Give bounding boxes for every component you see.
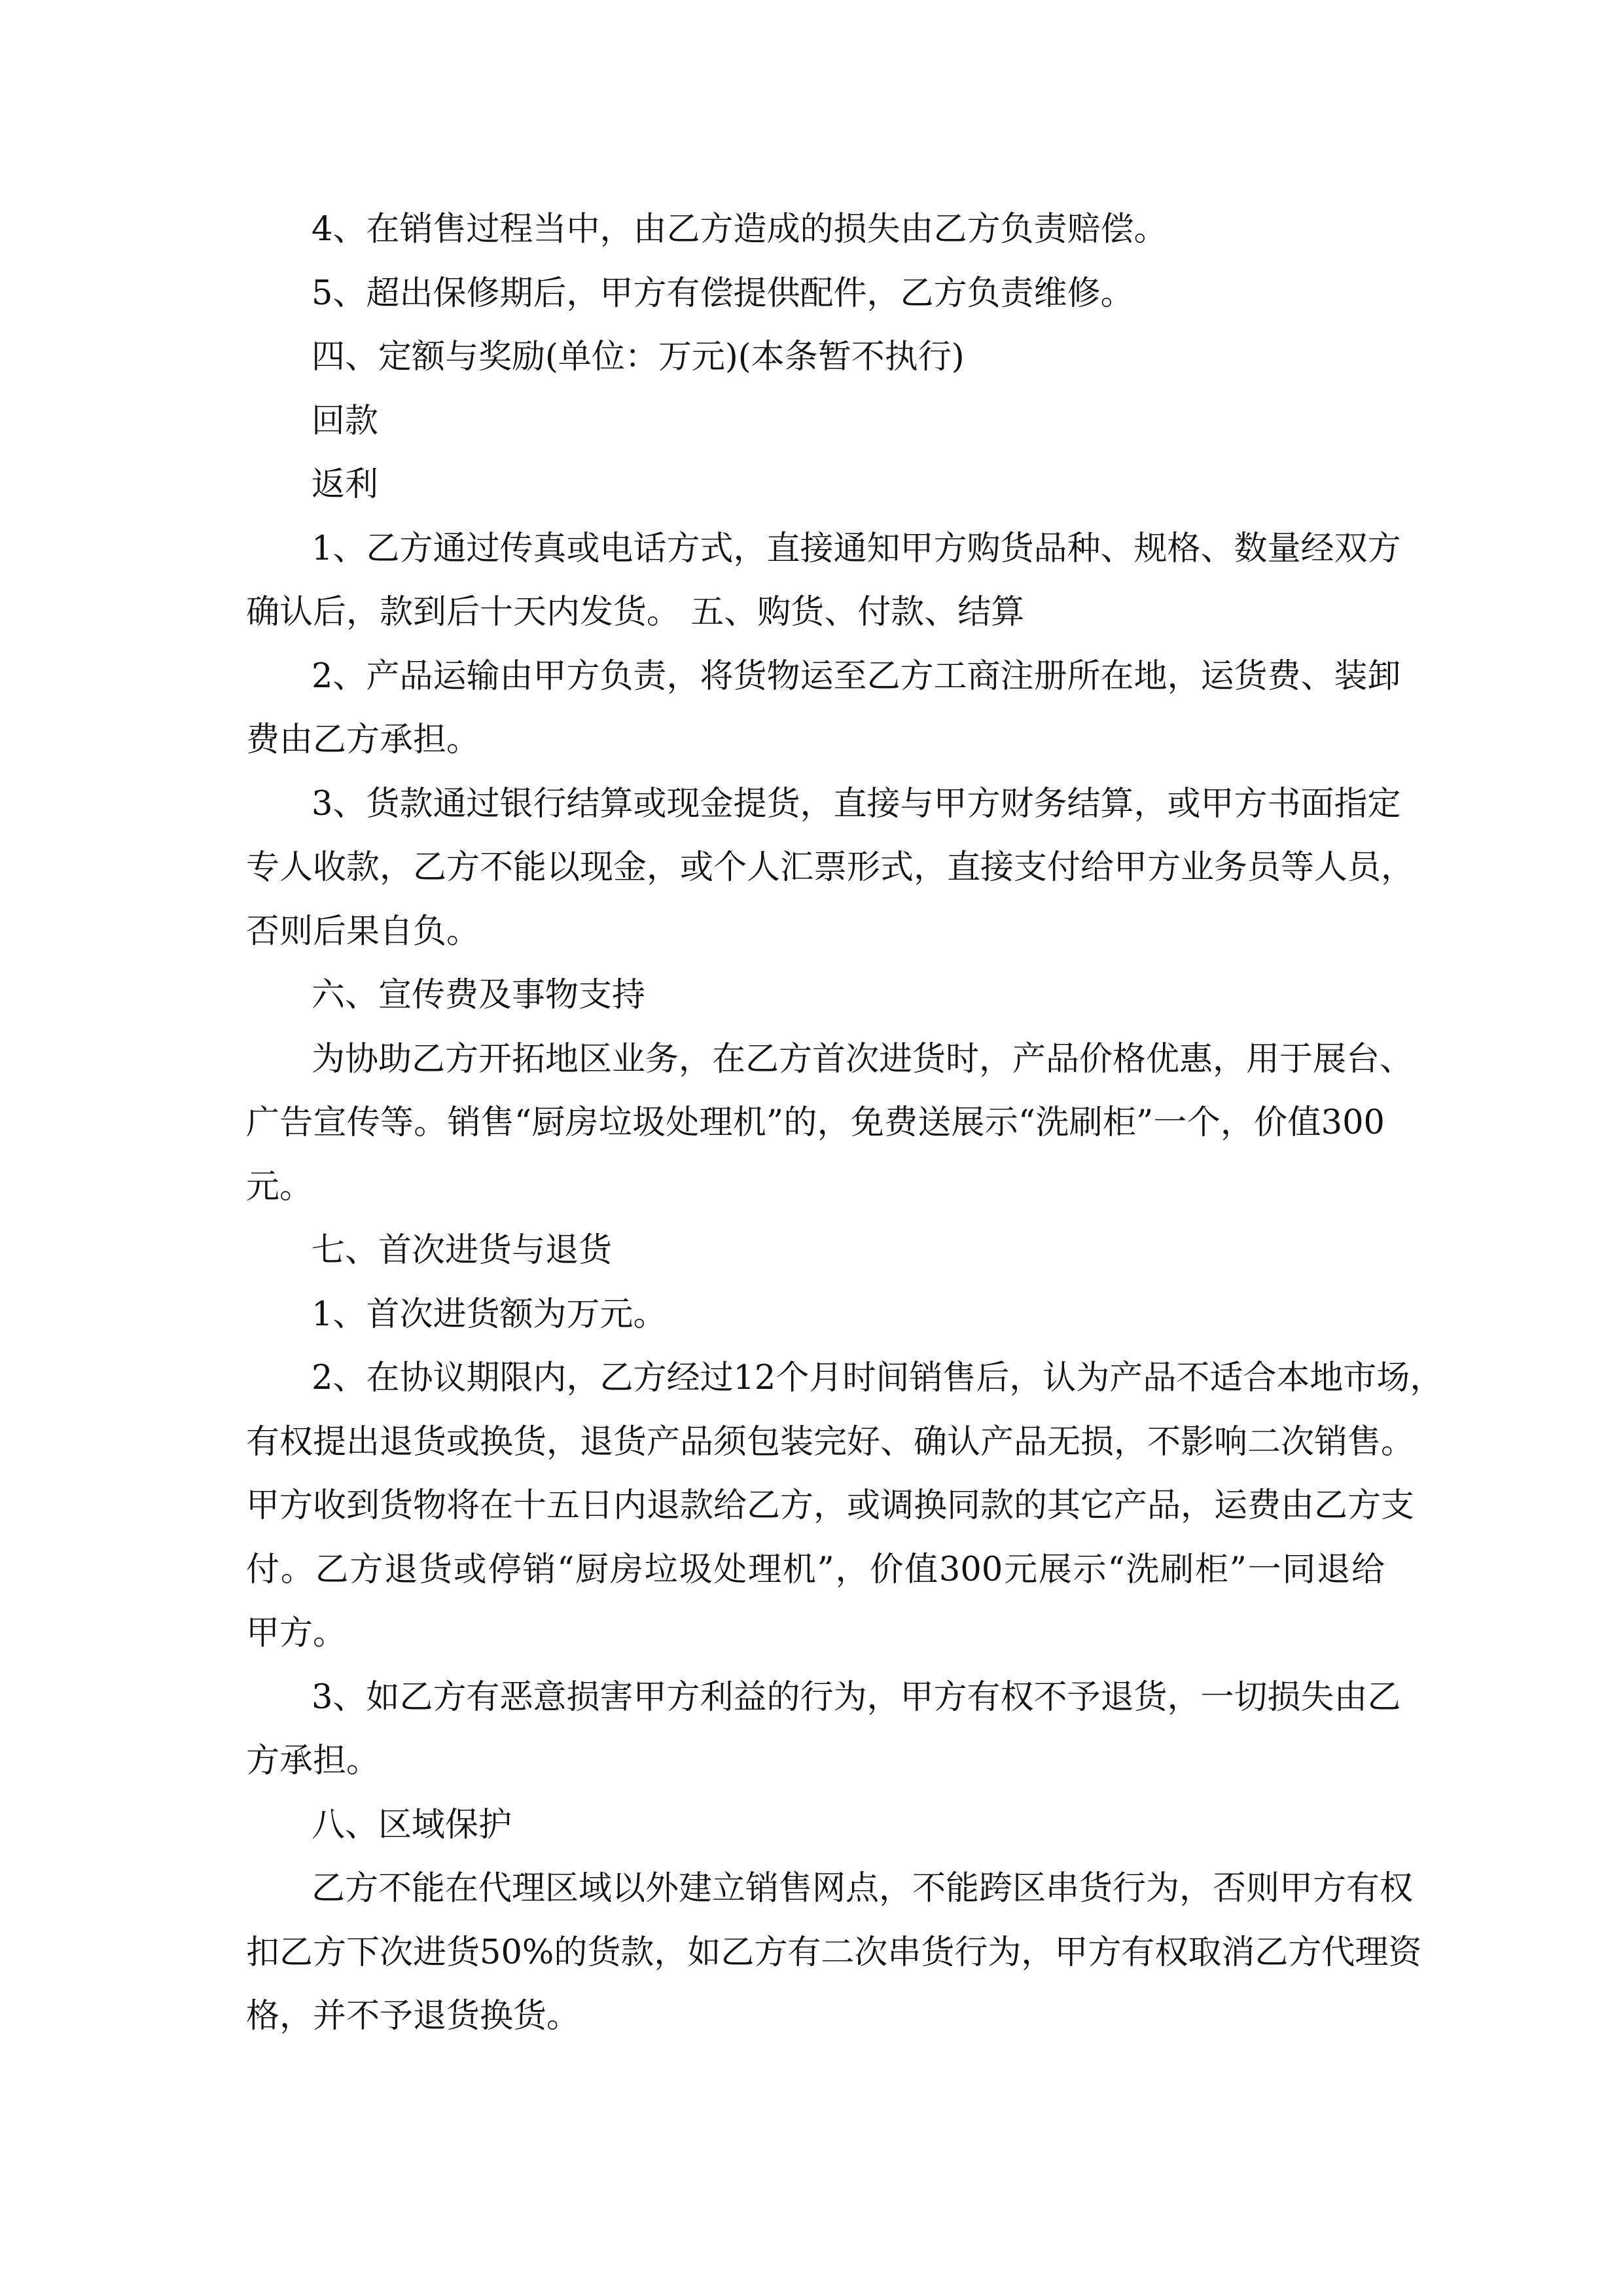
paragraph-line: 格，并不予退货换货。 (246, 1997, 580, 2036)
paragraph-line: 3、货款通过银行结算或现金提货，直接与甲方财务结算，或甲方书面指定 (312, 784, 1401, 823)
paragraph-line: 有权提出退货或换货，退货产品须包装完好、确认产品无损，不影响二次销售。 (246, 1422, 1415, 1462)
section-heading: 六、宣传费及事物支持 (312, 976, 646, 1014)
document-page (246, 198, 1444, 2049)
paragraph-line: 2、在协议期限内，乙方经过12个月时间销售后，认为产品不适合本地市场， (312, 1359, 1444, 1397)
paragraph-line: 1、乙方通过传真或电话方式，直接通知甲方购货品种、规格、数量经双方 (312, 529, 1401, 568)
table-label: 返利 (312, 465, 379, 504)
paragraph-line: 2、产品运输由甲方负责，将货物运至乙方工商注册所在地，运货费、装卸 (312, 656, 1401, 696)
table-label: 回款 (312, 401, 379, 440)
paragraph-line: 扣乙方下次进货50%的货款，如乙方有二次串货行为，甲方有权取消乙方代理资 (246, 1933, 1422, 1972)
clause-item: 1、首次进货额为万元。 (312, 1295, 667, 1334)
paragraph-line: 3、如乙方有恶意损害甲方利益的行为，甲方有权不予退货，一切损失由乙 (312, 1677, 1401, 1717)
paragraph-line: 方承担。 (246, 1742, 380, 1780)
paragraph-line: 甲方。 (246, 1614, 347, 1653)
paragraph-line: 广告宣传等。销售“厨房垃圾处理机”的，免费送展示“洗刷柜”一个，价值300 (246, 1103, 1385, 1142)
clause-item: 4、在销售过程当中，由乙方造成的损失由乙方负责赔偿。 (312, 210, 1168, 249)
paragraph-line: 专人收款，乙方不能以现金，或个人汇票形式，直接支付给甲方业务员等人员， (246, 848, 1415, 887)
section-heading: 八、区域保护 (312, 1805, 512, 1844)
paragraph-line: 为协助乙方开拓地区业务，在乙方首次进货时，产品价格优惠，用于展台、 (312, 1039, 1414, 1079)
paragraph-line: 费由乙方承担。 (246, 721, 480, 759)
paragraph-line: 付。乙方退货或停销“厨房垃圾处理机”，价值300元展示“洗刷柜”一同退给 (246, 1550, 1385, 1589)
paragraph-line: 乙方不能在代理区域以外建立销售网点，不能跨区串货行为，否则甲方有权 (312, 1869, 1414, 1908)
paragraph-line: 确认后，款到后十天内发货。 五、购货、付款、结算 (246, 593, 1025, 632)
section-heading: 四、定额与奖励(单位：万元)(本条暂不执行) (312, 338, 965, 376)
section-heading: 七、首次进货与退货 (312, 1231, 613, 1270)
paragraph-line: 甲方收到货物将在十五日内退款给乙方，或调换同款的其它产品，运费由乙方支 (246, 1486, 1415, 1525)
paragraph-line: 元。 (246, 1167, 313, 1206)
paragraph-line: 否则后果自负。 (246, 912, 480, 951)
clause-item: 5、超出保修期后，甲方有偿提供配件，乙方负责维修。 (312, 274, 1134, 313)
